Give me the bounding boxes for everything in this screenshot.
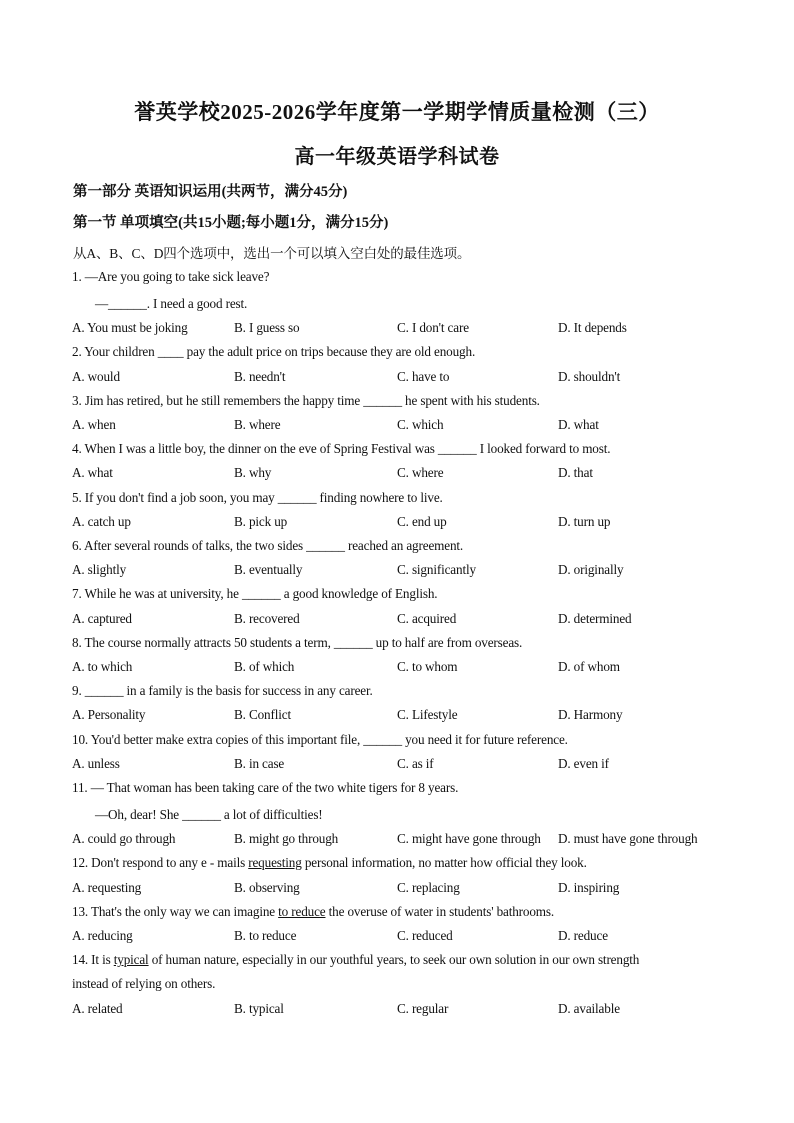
question-text: 10. You'd better make extra copies of this important file, ______ you need it for future reference. [72,731,568,747]
option-c[interactable]: C. regular [397,1000,449,1016]
option-c[interactable]: C. which [397,417,444,432]
option-d[interactable]: D. of whom [558,659,620,674]
option-d[interactable]: D. even if [558,755,609,771]
option-d[interactable]: D. must have gone through [558,831,698,847]
option-c[interactable]: C. where [397,465,444,481]
option-a[interactable]: A. when [72,417,116,432]
option-d[interactable]: D. reduce [558,928,608,943]
option-b[interactable]: B. eventually [234,562,303,578]
option-c[interactable]: C. acquired [397,610,457,626]
question-text-part: 12. Don't respond to any e - mails [72,855,249,871]
option-a[interactable]: A. would [72,368,120,384]
option-b[interactable]: B. Conflict [234,707,291,723]
option-b[interactable]: B. needn't [234,368,286,384]
option-b[interactable]: B. I guess so [234,320,300,336]
option-c[interactable]: C. have to [397,368,450,384]
option-c[interactable]: C. reduced [397,928,453,943]
option-d[interactable]: D. inspiring [558,879,620,895]
option-c[interactable]: C. significantly [397,562,476,578]
option-c[interactable]: C. end up [397,513,447,529]
part1-heading: 第一部分 英语知识运用(共两节，满分45分) [73,184,348,200]
question-text: 2. Your children ____ pay the adult price on trips because they are old enough. [72,344,476,360]
question-text: —______. I need a good rest. [95,296,248,311]
underlined-word: typical [113,952,149,968]
option-d[interactable]: D. originally [558,562,624,578]
option-a[interactable]: A. Personality [72,707,146,723]
option-d[interactable]: D. that [558,465,593,481]
option-c[interactable]: C. replacing [397,879,460,895]
option-b[interactable]: B. why [234,465,272,481]
option-b[interactable]: B. observing [234,879,300,895]
option-a[interactable]: A. related [72,1000,123,1016]
option-d[interactable]: D. determined [558,610,632,626]
question-text: 6. After several rounds of talks, the two sides ______ reached an agreement. [72,538,464,553]
option-d[interactable]: D. available [558,1000,620,1016]
option-c[interactable]: C. Lifestyle [397,707,458,723]
underlined-word: requesting [248,855,302,871]
option-a[interactable]: A. what [72,465,113,481]
instruction-text: 从A、B、C、D四个选项中，选出一个可以填入空白处的最佳选项。 [73,246,471,261]
question-text-part: 14. It is [72,952,114,968]
question-text-part: personal information, no matter how official they look. [301,855,587,871]
option-a[interactable]: A. slightly [72,562,127,578]
option-b[interactable]: B. in case [234,755,285,771]
question-text: 7. While he was at university, he ______ a good knowledge of English. [72,586,438,602]
option-b[interactable]: B. recovered [234,610,300,626]
option-a[interactable]: A. reducing [72,928,133,943]
question-text: 5. If you don't find a job soon, you may ______ finding nowhere to live. [72,489,443,505]
question-text-part: 13. That's the only way we can imagine [72,903,279,919]
option-b[interactable]: B. where [234,417,281,432]
option-b[interactable]: B. of which [234,659,295,674]
question-text: 4. When I was a little boy, the dinner on the eve of Spring Festival was ______ I looked forward to most. [72,441,611,457]
option-d[interactable]: D. what [558,417,599,432]
option-a[interactable]: A. You must be joking [72,320,188,336]
option-b[interactable]: B. to reduce [234,928,297,943]
question-text [72,904,554,920]
exam-subtitle: 高一年级英语学科试卷 [294,146,500,168]
question-text: 11. — That woman has been taking care of the two white tigers for 8 years. [72,780,459,795]
option-b[interactable]: B. pick up [234,513,288,529]
underlined-word: to reduce [278,903,326,919]
option-c[interactable]: C. to whom [397,659,458,674]
option-c[interactable]: C. might have gone through [397,831,541,847]
question-text: 3. Jim has retired, but he still remembers the happy time ______ he spent with his students. [72,392,540,408]
option-a[interactable]: A. requesting [72,879,142,895]
option-a[interactable]: A. could go through [72,831,176,847]
question-text: 1. —Are you going to take sick leave? [72,269,270,284]
question-text: instead of relying on others. [72,976,216,992]
option-a[interactable]: A. to which [72,659,133,674]
question-text [72,952,639,968]
option-a[interactable]: A. captured [72,610,132,626]
option-d[interactable]: D. It depends [558,320,627,336]
option-a[interactable]: A. unless [72,755,120,771]
option-b[interactable]: B. might go through [234,831,339,847]
exam-title: 誉英学校2025-2026学年度第一学期学情质量检测（三） [134,100,660,124]
option-b[interactable]: B. typical [234,1000,284,1016]
question-text [72,855,587,871]
option-d[interactable]: D. shouldn't [558,368,621,384]
question-text-part: of human nature, especially in our youthful years, to seek our own solution in our own strength [148,952,640,968]
question-text: 8. The course normally attracts 50 students a term, ______ up to half are from overseas. [72,634,523,650]
question-text-part: the overuse of water in students' bathrooms. [325,903,555,919]
question-text: 9. ______ in a family is the basis for success in any career. [72,683,373,699]
option-d[interactable]: D. turn up [558,513,611,529]
option-a[interactable]: A. catch up [72,513,131,529]
option-c[interactable]: C. as if [397,755,434,771]
option-d[interactable]: D. Harmony [558,707,623,723]
question-text: —Oh, dear! She ______ a lot of difficulties! [95,807,323,822]
option-c[interactable]: C. I don't care [397,320,469,336]
section1-heading: 第一节 单项填空(共15小题;每小题1分，满分15分) [73,215,389,231]
